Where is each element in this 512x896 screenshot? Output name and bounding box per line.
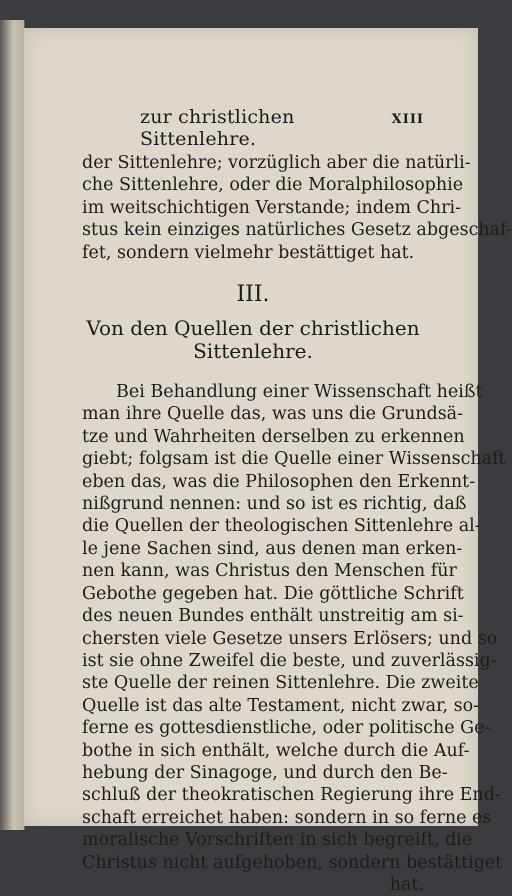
text-line: ist sie ohne Zweifel die beste, und zuverlässig- (82, 650, 497, 671)
section-title-line: Sittenlehre. (193, 339, 313, 364)
section-title (82, 317, 424, 363)
running-title: zur christlichen Sittenlehre. (140, 106, 295, 150)
continuation-paragraph (82, 152, 512, 264)
text-line: moralische Vorschriften in sich begreift, die (82, 830, 473, 851)
text-line: stus kein einziges natürliches Gesetz abgeschaf- (82, 220, 512, 241)
text-line: im weitschichtigen Verstande; indem Chri- (82, 197, 462, 218)
text-line: man ihre Quelle das, was uns die Grundsä- (82, 404, 464, 425)
text-line: le jene Sachen sind, aus denen man erken- (82, 538, 463, 559)
page-header (140, 106, 424, 150)
text-line: Quelle ist das alte Testament, nicht zwar, so- (82, 695, 480, 716)
text-line: schluß der theokratischen Regierung ihre End- (82, 785, 501, 806)
book-page (24, 28, 512, 895)
text-line: ste Quelle der reinen Sittenlehre. Die zweite (82, 673, 479, 694)
text-line: nißgrund nennen: und so ist es richtig, daß (82, 494, 467, 515)
page-number: XIII (391, 112, 424, 127)
text-line: ferne es gottesdienstliche, oder politische Ge- (82, 718, 491, 739)
text-line: fet, sondern vielmehr bestättiget hat. (82, 242, 415, 263)
text-line: che Sittenlehre, oder die Moralphilosophie (82, 175, 464, 196)
text-line: die Quellen der theologischen Sittenlehre al- (82, 516, 481, 537)
text-line: nen kann, was Christus den Menschen für (82, 561, 457, 582)
body-paragraph (82, 381, 506, 896)
text-line: Gebothe gegeben hat. Die göttliche Schrift (82, 583, 464, 604)
text-line: des neuen Bundes enthält unstreitig am si- (82, 606, 464, 627)
text-line: Christus nicht aufgehoben, sondern bestättiget (82, 852, 503, 873)
text-line: eben das, was die Philosophen den Erkennt- (82, 471, 476, 492)
book-left-edge (0, 20, 25, 830)
text-line: hat. (389, 874, 424, 895)
text-line: bothe in sich enthält, welche durch die Auf- (82, 740, 470, 761)
text-line: tze und Wahrheiten derselben zu erkennen (82, 426, 465, 447)
text-line: der Sittenlehre; vorzüglich aber die natürli- (82, 153, 471, 173)
text-line: giebt; folgsam ist die Quelle einer Wissenschaft (82, 449, 506, 470)
text-line: hebung der Sinagoge, und durch den Be- (82, 762, 448, 783)
section-number: III. (236, 282, 270, 308)
page-text (82, 106, 512, 896)
text-line: chersten viele Gesetze unsers Erlösers; und so (82, 628, 498, 649)
section-title-line: Von den Quellen der christlichen (86, 316, 420, 341)
text-line: schaft erreichet haben: sondern in so ferne es (82, 807, 492, 828)
text-line: Bei Behandlung einer Wissenschaft heißt (116, 382, 483, 403)
